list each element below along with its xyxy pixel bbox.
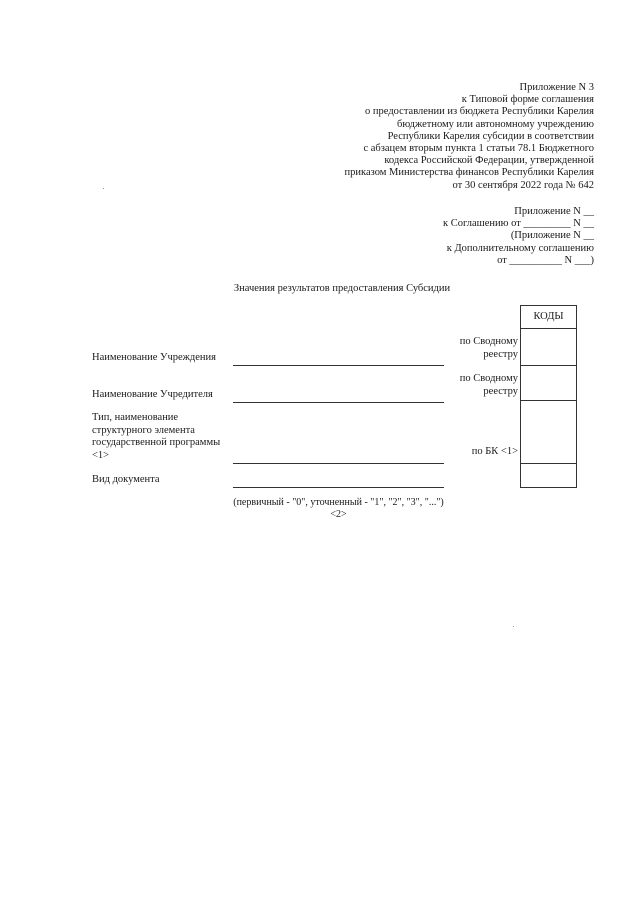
program-label — [92, 412, 220, 462]
institution-code-cell[interactable] — [521, 328, 576, 365]
program-label-line: государственной программы — [92, 437, 221, 448]
page-title: Значения результатов предоставления Субсидии — [233, 283, 451, 294]
codes-table — [520, 305, 577, 488]
founder-registry-label — [460, 373, 518, 398]
program-label-line: структурного элемента — [92, 424, 195, 436]
agreement-reference-line: к Дополнительному соглашению — [446, 242, 594, 254]
doc-type-line[interactable] — [233, 487, 444, 488]
appendix-header-line: к Типовой форме соглашения — [461, 94, 594, 106]
scan-speck — [103, 188, 104, 189]
appendix-header-line: с абзацем вторым пункта 1 статьи 78.1 Бюджетного — [363, 143, 594, 155]
registry-label-line: по Сводному — [459, 373, 518, 384]
program-label-line: <1> — [92, 449, 110, 461]
agreement-reference-line: от __________ N ___) — [497, 254, 594, 266]
appendix-header-line: приказом Министерства финансов Республики Карелия — [344, 167, 594, 179]
appendix-header-line: кодекса Российской Федерации, утвержденной — [384, 155, 594, 167]
agreement-reference-line: Приложение N __ — [514, 206, 594, 217]
appendix-header-line: Республики Карелия субсидии в соответствии — [387, 130, 594, 142]
appendix-header-line: от 30 сентября 2022 года № 642 — [452, 179, 594, 191]
appendix-header-line: о предоставлении из бюджета Республики Карелия — [365, 106, 594, 118]
registry-label-line: по Сводному — [459, 336, 518, 347]
doc-type-label: Вид документа — [92, 474, 160, 485]
appendix-header-line: Приложение N 3 — [519, 82, 594, 93]
program-bk-label: по БК <1> — [471, 446, 518, 457]
institution-label: Наименование Учреждения — [92, 352, 216, 363]
doc-type-code-cell[interactable] — [521, 463, 576, 487]
scan-speck — [513, 626, 514, 627]
founder-name-line[interactable] — [233, 402, 444, 403]
doc-type-hint: (первичный - "0", уточненный - "1", "2", "3", "...") <2> — [233, 497, 444, 520]
appendix-header-line: бюджетному или автономному учреждению — [397, 118, 594, 130]
founder-code-cell[interactable] — [521, 365, 576, 400]
agreement-reference — [443, 206, 594, 267]
registry-label-line: реестру — [483, 348, 518, 360]
registry-label-line: реестру — [483, 385, 518, 397]
institution-name-line[interactable] — [233, 365, 444, 366]
founder-label: Наименование Учредителя — [92, 389, 213, 400]
institution-registry-label — [460, 336, 518, 361]
agreement-reference-line: к Соглашению от _________ N __ — [442, 218, 594, 230]
appendix-header — [345, 82, 594, 192]
program-code-cell[interactable] — [521, 400, 576, 463]
program-label-line: Тип, наименование — [92, 412, 179, 423]
codes-header: КОДЫ — [533, 311, 564, 322]
program-line[interactable] — [233, 463, 444, 464]
agreement-reference-line: (Приложение N __ — [510, 230, 594, 242]
